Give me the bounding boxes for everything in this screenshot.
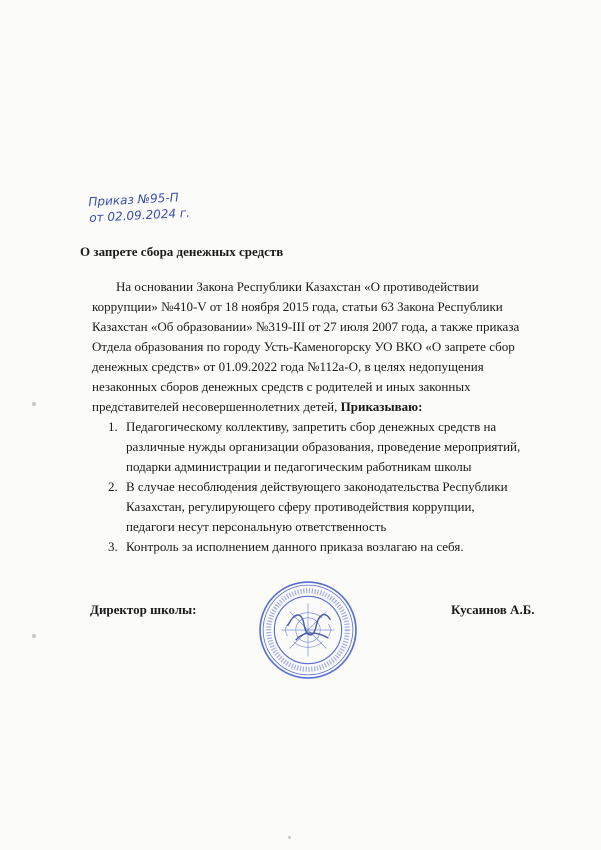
preamble-line: Казахстан «Об образовании» №319-III от 27 июля 2007 года, а также приказа (92, 319, 520, 334)
order-item-line: различные нужды организации образования, проведение мероприятий, (126, 439, 521, 454)
order-item-number: 2. (108, 479, 118, 494)
preamble-line-text: представителей несовершеннолетних детей, (92, 399, 338, 414)
order-word: Приказываю: (340, 399, 423, 414)
order-item-number: 3. (108, 539, 118, 554)
preamble-line: незаконных сборов денежных средств с родителей и иных законных (92, 379, 471, 394)
scan-speck (32, 634, 36, 638)
preamble-paragraph (92, 277, 562, 417)
order-item-line: Педагогическому коллективу, запретить сбор денежных средств на (126, 419, 497, 434)
order-item-1 (108, 417, 568, 477)
order-item-line: подарки администрации и педагогическим работникам школы (126, 459, 472, 474)
preamble-line: денежных средств» от 01.09.2022 года №112а-О, в целях недопущения (92, 359, 484, 374)
handwritten-order-number: Приказ №95-П (88, 190, 180, 209)
order-item-line: педагоги несут персональную ответственность (126, 519, 387, 534)
order-item-line: Контроль за исполнением данного приказа возлагаю на себя. (126, 539, 464, 554)
scan-speck (32, 402, 36, 406)
director-name: Кусаинов А.Б. (451, 602, 535, 617)
handwritten-order-date: от 02.09.2024 г. (88, 205, 191, 225)
order-item-2 (108, 477, 568, 537)
preamble-line: На основании Закона Республики Казахстан «О противодействии (116, 279, 479, 294)
preamble-line: Отдела образования по городу Усть-Каменогорску УО ВКО «О запрете сбор (92, 339, 515, 354)
order-item-number: 1. (108, 419, 118, 434)
handwritten-order-note (88, 189, 190, 226)
order-item-line: Казахстан, регулирующего сферу противодействия коррупции, (126, 499, 475, 514)
preamble-line: коррупции» №410-V от 18 ноября 2015 года, статьи 63 Закона Республики (92, 299, 503, 314)
document-title: О запрете сбора денежных средств (80, 244, 284, 259)
order-item-line: В случае несоблюдения действующего законодательства Республики (126, 479, 508, 494)
order-item-3 (108, 537, 568, 557)
director-label: Директор школы: (90, 602, 197, 617)
preamble-last-line (92, 397, 562, 417)
scan-speck (288, 836, 291, 839)
school-stamp (257, 579, 359, 681)
order-list (108, 417, 568, 557)
